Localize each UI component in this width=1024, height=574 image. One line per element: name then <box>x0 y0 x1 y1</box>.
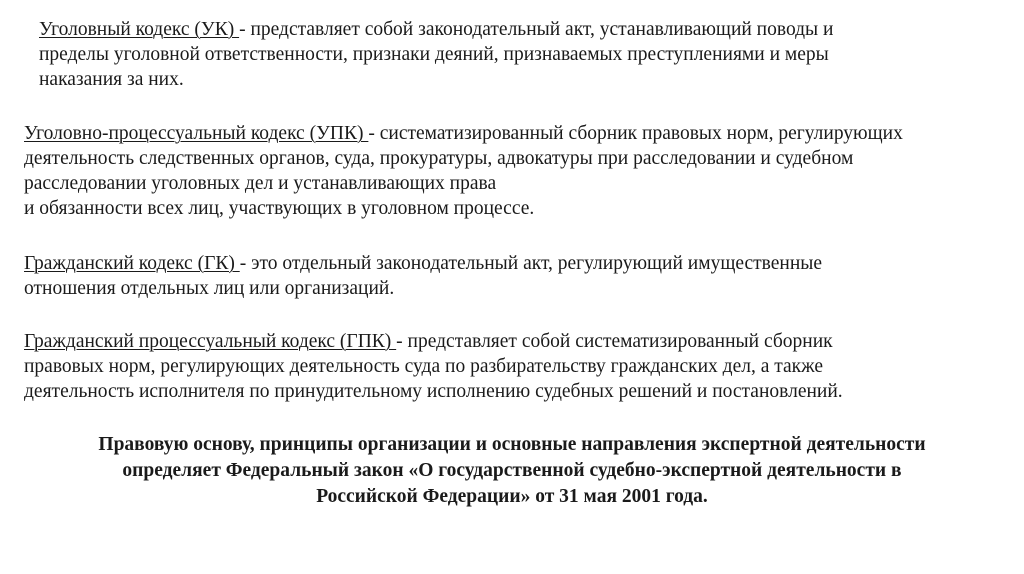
term-civil-procedure-code: Гражданский процессуальный кодекс (ГПК) <box>24 331 397 352</box>
conclusion-line: Правовую основу, принципы организации и основные направления экспертной деятельности <box>98 434 926 455</box>
paragraph-civil-procedure-code <box>24 329 843 404</box>
conclusion-statement <box>0 432 1024 510</box>
definition-text: - систематизированный сборник правовых норм, регулирующих <box>368 123 903 144</box>
term-criminal-code: Уголовный кодекс (УК) <box>39 19 240 40</box>
paragraph-civil-code <box>24 251 822 301</box>
paragraph-line <box>39 17 833 42</box>
paragraph-line: и обязанности всех лиц, участвующих в уголовном процессе. <box>24 198 535 219</box>
paragraph-line: деятельность следственных органов, суда, прокуратуры, адвокатуры при расследовании и судебном <box>24 148 854 169</box>
conclusion-line: Российской Федерации» от 31 мая 2001 года. <box>316 486 708 507</box>
term-civil-code: Гражданский кодекс (ГК) <box>24 253 240 274</box>
paragraph-line: пределы уголовной ответственности, признаки деяний, признаваемых преступлениями и меры <box>39 44 829 65</box>
paragraph-line: деятельность исполнителя по принудительному исполнению судебных решений и постановлений. <box>24 381 843 402</box>
paragraph-line <box>24 251 822 276</box>
definition-text: - представляет собой систематизированный сборник <box>396 331 833 352</box>
term-criminal-procedure-code: Уголовно-процессуальный кодекс (УПК) <box>24 123 369 144</box>
paragraph-line: правовых норм, регулирующих деятельность суда по разбирательству гражданских дел, а также <box>24 356 824 377</box>
paragraph-line <box>24 329 843 354</box>
conclusion-line: определяет Федеральный закон «О государственной судебно-экспертной деятельности в <box>122 460 902 481</box>
paragraph-line: расследовании уголовных дел и устанавливающих права <box>24 173 497 194</box>
paragraph-criminal-code <box>39 17 833 92</box>
paragraph-line: отношения отдельных лиц или организаций. <box>24 278 395 299</box>
paragraph-line: наказания за них. <box>39 69 184 90</box>
paragraph-criminal-procedure-code <box>24 121 903 221</box>
paragraph-line <box>24 121 903 146</box>
definition-text: - это отдельный законодательный акт, регулирующий имущественные <box>239 253 823 274</box>
definition-text: - представляет собой законодательный акт, устанавливающий поводы и <box>239 19 834 40</box>
